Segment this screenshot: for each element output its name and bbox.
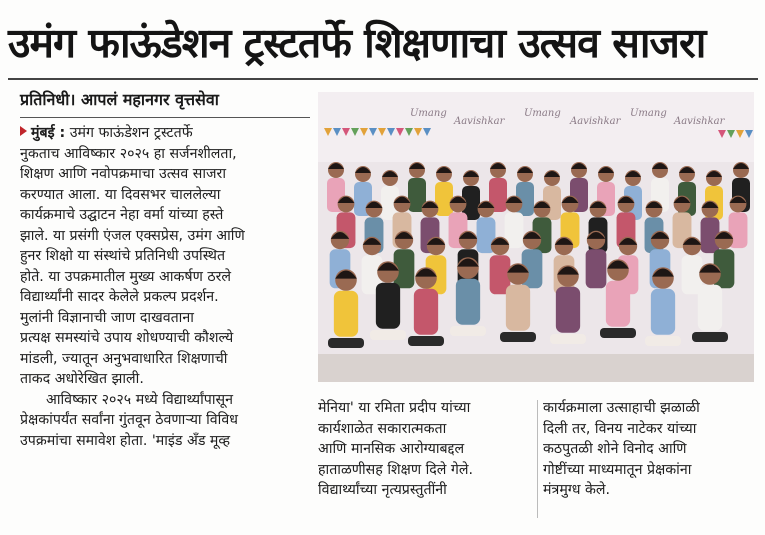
person-body: [606, 281, 630, 327]
person-body: [506, 285, 530, 331]
headline-divider: [8, 78, 758, 80]
byline: प्रतिनिधी। आपलं महानगर वृत्तसेवा: [20, 90, 219, 109]
article-text-line: गोष्टींच्या माध्यमातून प्रेक्षकांना: [543, 461, 692, 478]
banner-label: Umang: [410, 108, 447, 119]
banner-label: Umang: [524, 108, 561, 119]
article-column-3: [543, 398, 758, 501]
column-divider: [537, 400, 538, 518]
person-legs: [600, 328, 636, 338]
person-legs: [692, 332, 728, 342]
article-text-line: हाताळणीसह शिक्षण दिले गेले.: [318, 461, 474, 478]
banner-label: Aavishkar: [454, 116, 505, 127]
article-text-line: मंत्रमुग्ध केले.: [543, 482, 611, 498]
person-body: [556, 287, 580, 333]
article-text-line: करण्यात आला. या दिवसभर चाललेल्या: [20, 186, 221, 203]
article-text-line: हुनर शिक्षो या संस्थांचे प्रतिनिधी उपस्थित: [20, 248, 226, 264]
article-first-line: [20, 123, 310, 144]
article-text-line: होते. या उपक्रमातील मुख्य आकर्षण ठरले: [20, 268, 232, 285]
dateline: मुंबई :: [31, 125, 66, 141]
article-text-line: [20, 390, 310, 411]
article-text-line: कार्यक्रमाचे उद्घाटन नेहा वर्मा यांच्या हस्ते: [20, 207, 224, 223]
person-body: [334, 291, 358, 337]
banner-label: Aavishkar: [570, 116, 621, 127]
article-text-line: शिक्षण आणि नवोपक्रमाचा उत्सव साजरा: [20, 166, 227, 182]
article-text-line: ताकद अधोरेखित झाली.: [20, 371, 144, 387]
article-text-line: झाले. या प्रसंगी एंजल एक्सप्रेस, उमंग आणि: [20, 227, 245, 244]
article-text-line: मेनिया' या रमिता प्रदीप यांच्या: [318, 400, 471, 416]
person-body: [376, 283, 400, 329]
person-legs: [408, 336, 444, 346]
article-text-line: विद्यार्थ्यांच्या नृत्यप्रस्तुतींनी: [318, 482, 447, 498]
event-photo: [318, 92, 754, 382]
article-text-line: विद्यार्थ्यांनी सादर केलेले प्रकल्प प्रदर्शन.: [20, 289, 219, 305]
article-text-line: कार्यशाळेत सकारात्मकता: [318, 420, 447, 437]
banner-label: Umang: [630, 108, 667, 119]
group-photo-illustration: [318, 92, 754, 382]
person-body: [414, 289, 438, 335]
article-text-segment: आविष्कार २०२५ मध्ये विद्यार्थ्यांपासून: [46, 391, 234, 408]
article-text-line: प्रेक्षकांपर्यंत सर्वांना गुंतवून ठेवणाऱ्या विविध: [20, 412, 238, 428]
headline: उमंग फाऊंडेशन ट्रस्टतर्फे शिक्षणाचा उत्सव साजरा: [8, 19, 706, 67]
article-text-line: कार्यक्रमाला उत्साहाची झळाळी: [543, 400, 700, 416]
photo-floor: [318, 354, 754, 382]
photo-banner: [318, 92, 754, 162]
person-body: [698, 285, 722, 331]
article-text-line: उपक्रमांचा समावेश होता. 'माइंड अँड मूव्ह: [20, 432, 231, 449]
article-text-line: मांडली, ज्यातून अनुभवाधारित शिक्षणाची: [20, 350, 228, 367]
person-legs: [450, 326, 486, 336]
person-legs: [550, 334, 586, 344]
person-body: [651, 289, 675, 335]
dateline-arrow-icon: [20, 126, 27, 136]
article-text-line: कठपुतळी शोने विनोद आणि: [543, 441, 687, 457]
article-text-line: दिली तर, विनय नाटेकर यांच्या: [543, 420, 697, 437]
person-legs: [370, 330, 406, 340]
byline-divider: [20, 117, 310, 118]
person-legs: [500, 332, 536, 342]
person-legs: [328, 338, 364, 348]
article-column-2: [318, 398, 533, 501]
banner-label: Aavishkar: [674, 116, 725, 127]
article-text-line: मुलांनी विज्ञानाची जाण दाखवताना: [20, 309, 194, 326]
article-text-line: आणि मानसिक आरोग्याबद्दल: [318, 441, 465, 457]
article-text-line: प्रत्यक्ष समस्यांचे उपाय शोधण्याची कौशल्ये: [20, 330, 234, 346]
article-text-line: उमंग फाऊंडेशन ट्रस्टतर्फे: [69, 125, 193, 141]
article-column-1: [20, 123, 310, 451]
article-text-line: नुकताच आविष्कार २०२५ हा सर्जनशीलता,: [20, 145, 237, 162]
person-legs: [645, 336, 681, 346]
person-body: [586, 249, 607, 288]
person-body: [456, 279, 480, 325]
